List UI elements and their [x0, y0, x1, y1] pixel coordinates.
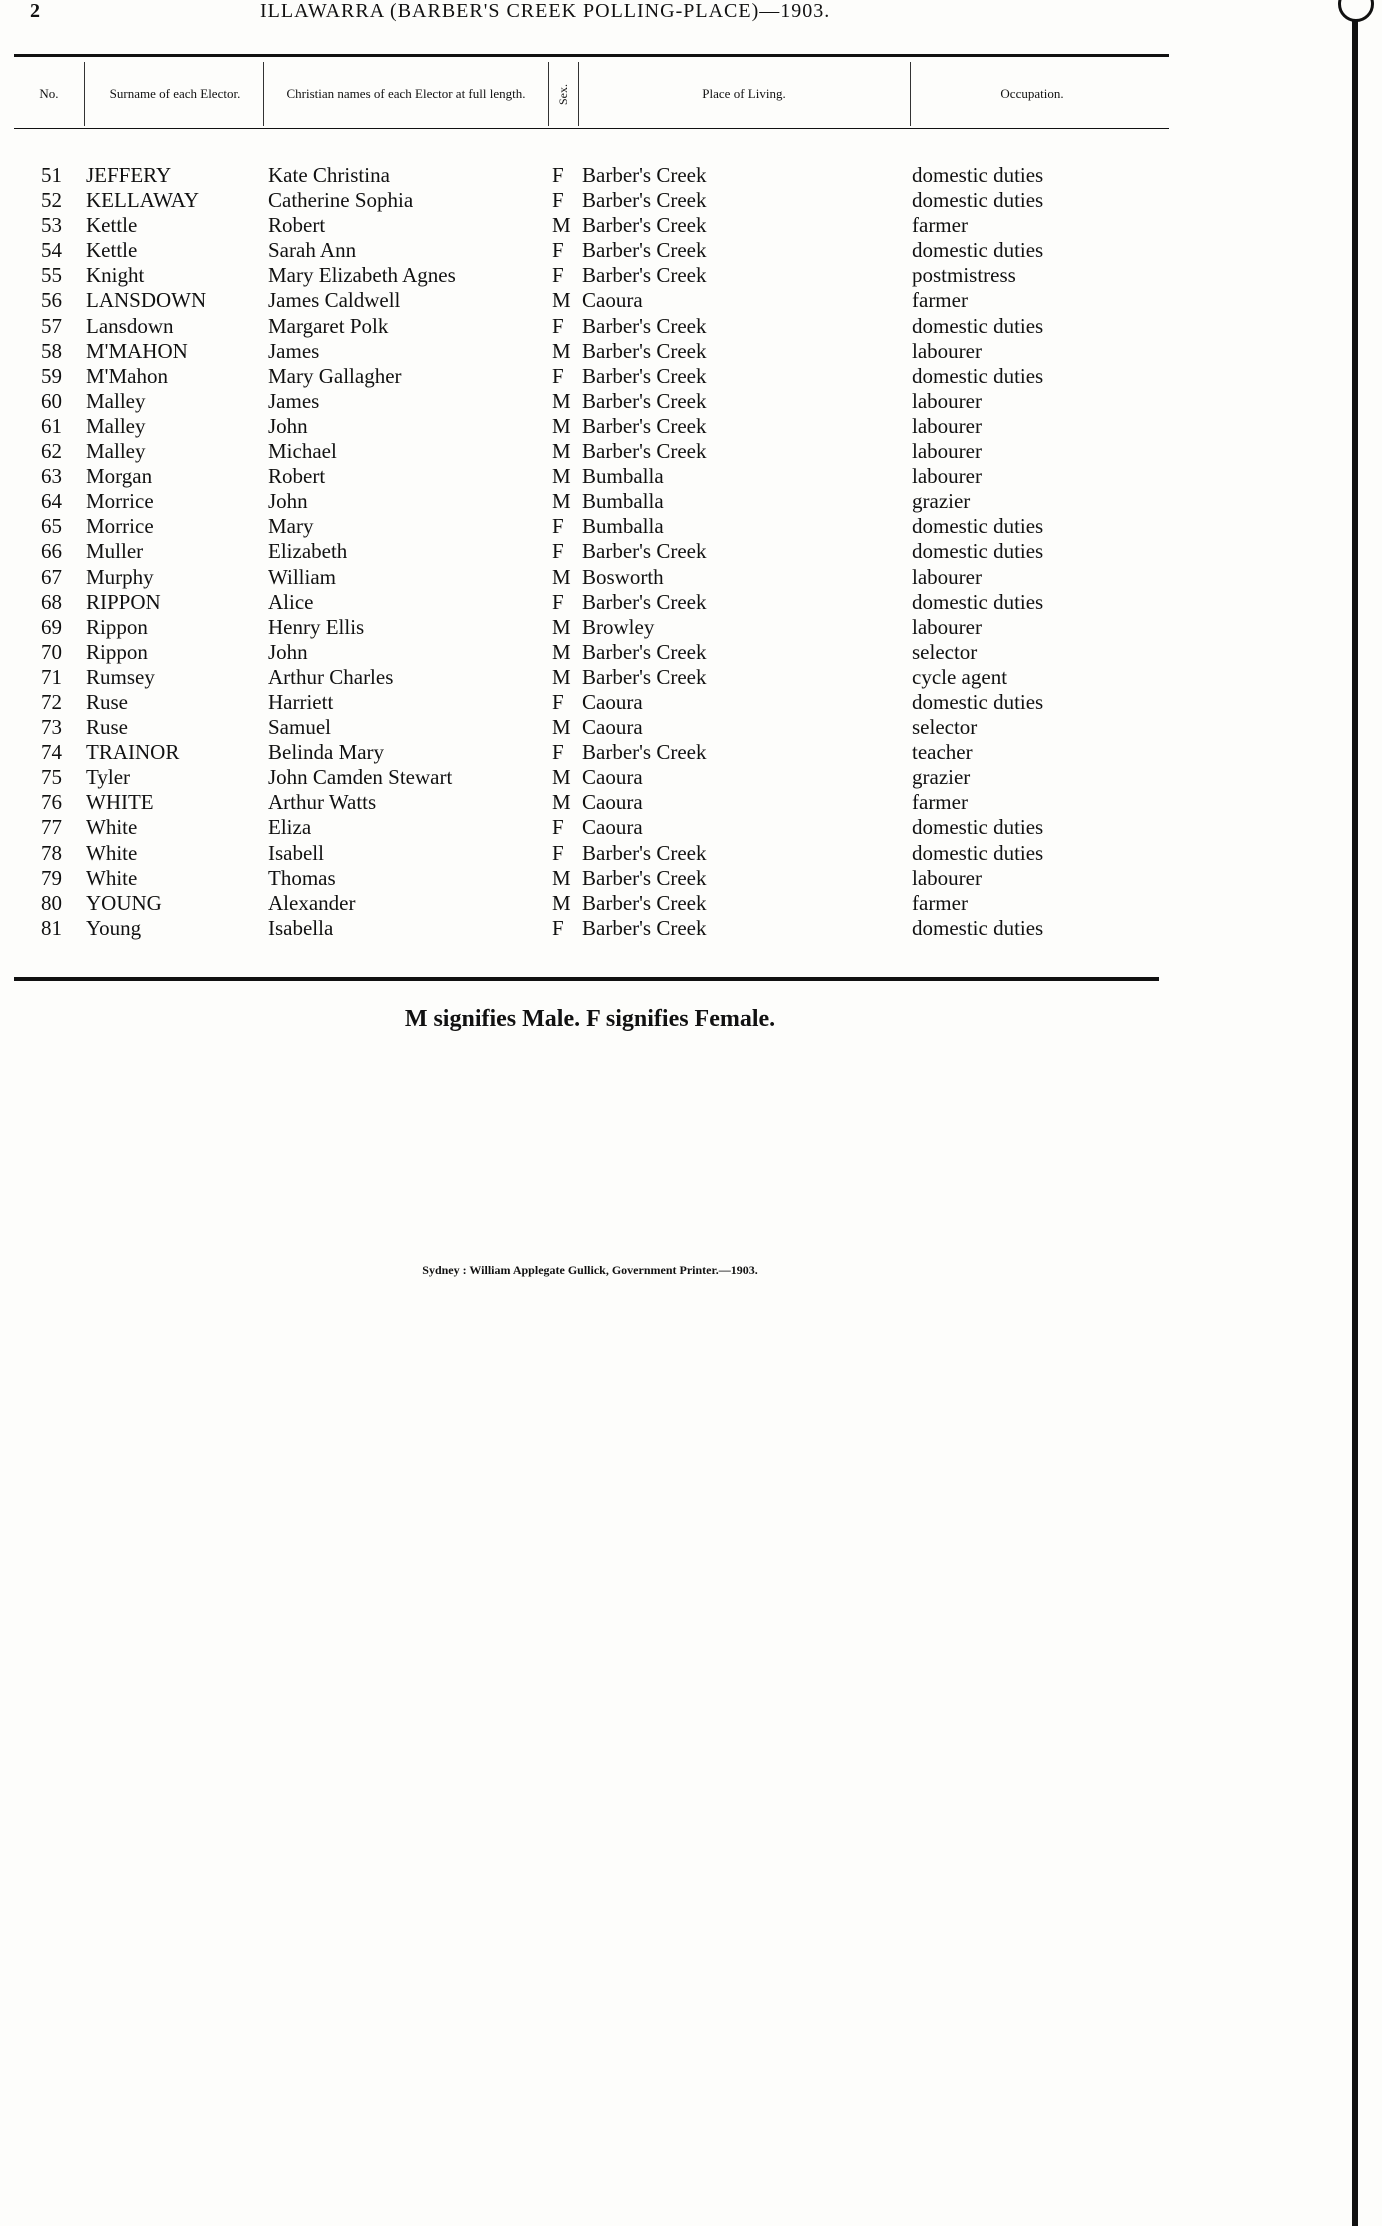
elector-christian-names: Sarah Ann	[268, 238, 357, 263]
elector-number: 68	[41, 589, 62, 614]
elector-surname: Lansdown	[86, 313, 174, 338]
column-divider	[578, 62, 579, 126]
elector-number: 63	[41, 464, 62, 489]
elector-christian-names: William	[268, 564, 336, 589]
column-divider	[84, 62, 85, 126]
elector-christian-names: Michael	[268, 439, 337, 464]
table-row	[0, 765, 1180, 790]
elector-number: 70	[41, 639, 62, 664]
elector-place-of-living: Browley	[582, 614, 655, 639]
elector-christian-names: James	[268, 388, 320, 413]
elector-number: 59	[41, 363, 62, 388]
elector-sex: M	[552, 213, 571, 238]
elector-place-of-living: Barber's Creek	[582, 664, 707, 689]
elector-occupation: selector	[912, 715, 978, 740]
elector-surname: WHITE	[86, 790, 154, 815]
elector-surname: JEFFERY	[86, 163, 172, 187]
elector-christian-names: John	[268, 489, 308, 514]
column-header-surname: Surname of each Elector.	[109, 85, 241, 101]
table-row	[0, 615, 1180, 640]
elector-christian-names: Harriett	[268, 689, 334, 714]
elector-number: 78	[41, 840, 62, 865]
elector-christian-names: James	[268, 338, 320, 363]
elector-sex: M	[552, 765, 571, 790]
elector-occupation: labourer	[912, 865, 982, 890]
elector-occupation: domestic duties	[912, 539, 1044, 564]
printer-imprint: Sydney : William Applegate Gullick, Government Printer.—1903.	[422, 1263, 758, 1277]
elector-surname: Kettle	[86, 213, 138, 238]
elector-christian-names: James Caldwell	[268, 288, 401, 313]
elector-occupation: labourer	[912, 439, 982, 464]
elector-occupation: domestic duties	[912, 840, 1044, 865]
page-title: ILLAWARRA (BARBER'S CREEK POLLING-PLACE)—1903.	[260, 0, 831, 22]
elector-number: 58	[41, 338, 62, 363]
elector-surname: Malley	[86, 413, 146, 438]
elector-sex: F	[552, 514, 564, 539]
elector-place-of-living: Barber's Creek	[582, 740, 707, 765]
elector-sex: F	[552, 840, 564, 865]
elector-sex: M	[552, 564, 571, 589]
elector-sex: M	[552, 288, 571, 313]
elector-place-of-living: Barber's Creek	[582, 890, 707, 915]
elector-surname: Rippon	[86, 639, 148, 664]
elector-sex: M	[552, 464, 571, 489]
elector-christian-names: Elizabeth	[268, 539, 348, 564]
elector-surname: White	[86, 840, 138, 865]
elector-sex: M	[552, 790, 571, 815]
table-row	[0, 640, 1180, 665]
elector-sex: M	[552, 413, 571, 438]
elector-occupation: grazier	[912, 765, 971, 790]
table-row	[0, 339, 1180, 364]
elector-sex: M	[552, 890, 571, 915]
elector-occupation: domestic duties	[912, 689, 1044, 714]
elector-number: 73	[41, 715, 62, 740]
elector-sex: F	[552, 238, 564, 263]
elector-sex: F	[552, 589, 564, 614]
elector-occupation: domestic duties	[912, 363, 1044, 388]
elector-occupation: farmer	[912, 790, 968, 815]
elector-place-of-living: Barber's Creek	[582, 388, 707, 413]
elector-sex: F	[552, 539, 564, 564]
elector-sex: F	[552, 163, 564, 187]
table-row	[0, 314, 1180, 339]
table-row	[0, 565, 1180, 590]
elector-occupation: cycle agent	[912, 664, 1008, 689]
elector-occupation: teacher	[912, 740, 973, 765]
elector-surname: Tyler	[86, 765, 131, 790]
table-row	[0, 866, 1180, 891]
elector-sex: F	[552, 689, 564, 714]
elector-occupation: domestic duties	[912, 815, 1044, 840]
elector-number: 74	[41, 740, 62, 765]
table-row	[0, 439, 1180, 464]
elector-occupation: domestic duties	[912, 514, 1044, 539]
column-header-christian-names: Christian names of each Elector at full length.	[286, 85, 526, 101]
elector-christian-names: Kate Christina	[268, 163, 390, 187]
elector-number: 64	[41, 489, 62, 514]
table-row	[0, 715, 1180, 740]
column-header-no: No.	[39, 85, 59, 101]
elector-christian-names: Alice	[268, 589, 314, 614]
elector-christian-names: John	[268, 413, 308, 438]
elector-occupation: labourer	[912, 564, 982, 589]
elector-number: 77	[41, 815, 62, 840]
column-header-occupation: Occupation.	[1000, 85, 1064, 101]
elector-sex: F	[552, 263, 564, 288]
column-divider	[263, 62, 264, 126]
column-header-sex	[548, 74, 578, 114]
elector-place-of-living: Barber's Creek	[582, 413, 707, 438]
elector-number: 71	[41, 664, 62, 689]
table-row	[0, 841, 1180, 866]
elector-number: 65	[41, 514, 62, 539]
elector-place-of-living: Caoura	[582, 288, 643, 313]
elector-occupation: domestic duties	[912, 313, 1044, 338]
elector-christian-names: John	[268, 639, 308, 664]
elector-number: 55	[41, 263, 62, 288]
elector-occupation: labourer	[912, 338, 982, 363]
elector-christian-names: Belinda Mary	[268, 740, 385, 765]
table-row	[0, 414, 1180, 439]
elector-number: 81	[41, 915, 62, 940]
elector-place-of-living: Barber's Creek	[582, 313, 707, 338]
elector-surname: Muller	[86, 539, 144, 564]
elector-occupation: domestic duties	[912, 188, 1044, 213]
elector-christian-names: Eliza	[268, 815, 312, 840]
elector-place-of-living: Barber's Creek	[582, 163, 707, 187]
elector-sex: M	[552, 338, 571, 363]
table-row	[0, 665, 1180, 690]
elector-occupation: domestic duties	[912, 163, 1044, 187]
elector-number: 62	[41, 439, 62, 464]
elector-place-of-living: Barber's Creek	[582, 263, 707, 288]
elector-surname: White	[86, 815, 138, 840]
elector-christian-names: Mary	[268, 514, 314, 539]
elector-sex: F	[552, 188, 564, 213]
elector-place-of-living: Barber's Creek	[582, 539, 707, 564]
header-bottom-rule	[14, 128, 1169, 129]
elector-surname: Morgan	[86, 464, 153, 489]
elector-surname: TRAINOR	[86, 740, 180, 765]
sex-legend: M signifies Male. F signifies Female.	[404, 1006, 776, 1032]
elector-sex: M	[552, 639, 571, 664]
elector-occupation: domestic duties	[912, 238, 1044, 263]
elector-place-of-living: Caoura	[582, 790, 643, 815]
elector-christian-names: Henry Ellis	[268, 614, 365, 639]
elector-surname: Morrice	[86, 514, 154, 539]
elector-surname: Ruse	[86, 689, 128, 714]
elector-surname: YOUNG	[86, 890, 162, 915]
elector-sex: F	[552, 740, 564, 765]
elector-occupation: farmer	[912, 288, 968, 313]
elector-place-of-living: Barber's Creek	[582, 840, 707, 865]
table-row	[0, 790, 1180, 815]
elector-sex: F	[552, 363, 564, 388]
elector-occupation: farmer	[912, 213, 968, 238]
table-row	[0, 740, 1180, 765]
elector-place-of-living: Caoura	[582, 815, 643, 840]
elector-place-of-living: Barber's Creek	[582, 589, 707, 614]
elector-christian-names: John Camden Stewart	[268, 765, 453, 790]
elector-occupation: labourer	[912, 413, 982, 438]
elector-occupation: labourer	[912, 614, 982, 639]
elector-sex: M	[552, 664, 571, 689]
elector-christian-names: Margaret Polk	[268, 313, 389, 338]
elector-occupation: postmistress	[912, 263, 1016, 288]
elector-sex: M	[552, 865, 571, 890]
table-row	[0, 815, 1180, 840]
elector-christian-names: Isabell	[268, 840, 324, 865]
table-row	[0, 464, 1180, 489]
elector-surname: Morrice	[86, 489, 154, 514]
elector-place-of-living: Barber's Creek	[582, 188, 707, 213]
elector-surname: KELLAWAY	[86, 188, 200, 213]
table-row	[0, 690, 1180, 715]
table-row	[0, 489, 1180, 514]
elector-place-of-living: Barber's Creek	[582, 238, 707, 263]
elector-sex: M	[552, 489, 571, 514]
elector-place-of-living: Barber's Creek	[582, 865, 707, 890]
elector-surname: Knight	[86, 263, 145, 288]
elector-surname: Malley	[86, 439, 146, 464]
elector-number: 60	[41, 388, 62, 413]
table-row	[0, 514, 1180, 539]
elector-surname: M'MAHON	[86, 338, 188, 363]
elector-christian-names: Robert	[268, 213, 326, 238]
elector-number: 56	[41, 288, 62, 313]
elector-place-of-living: Barber's Creek	[582, 213, 707, 238]
table-row	[0, 891, 1180, 916]
elector-number: 51	[41, 163, 62, 187]
column-divider	[910, 62, 911, 126]
elector-number: 66	[41, 539, 62, 564]
elector-occupation: labourer	[912, 388, 982, 413]
elector-sex: F	[552, 313, 564, 338]
elector-christian-names: Mary Elizabeth Agnes	[268, 263, 456, 288]
elector-christian-names: Thomas	[268, 865, 336, 890]
column-header-sex-label: Sex.	[555, 83, 570, 105]
table-row	[0, 163, 1180, 188]
elector-place-of-living: Barber's Creek	[582, 639, 707, 664]
table-top-rule	[14, 54, 1169, 57]
electors-list	[0, 163, 1180, 941]
table-row	[0, 389, 1180, 414]
elector-occupation: domestic duties	[912, 589, 1044, 614]
elector-place-of-living: Barber's Creek	[582, 338, 707, 363]
elector-place-of-living: Caoura	[582, 765, 643, 790]
elector-place-of-living: Barber's Creek	[582, 363, 707, 388]
elector-surname: RIPPON	[86, 589, 161, 614]
elector-surname: Ruse	[86, 715, 128, 740]
table-row	[0, 188, 1180, 213]
elector-number: 80	[41, 890, 62, 915]
elector-place-of-living: Bumballa	[582, 489, 664, 514]
elector-sex: F	[552, 915, 564, 940]
elector-occupation: domestic duties	[912, 915, 1044, 940]
elector-christian-names: Samuel	[268, 715, 331, 740]
elector-place-of-living: Caoura	[582, 689, 643, 714]
elector-christian-names: Isabella	[268, 915, 334, 940]
elector-sex: M	[552, 715, 571, 740]
elector-number: 75	[41, 765, 62, 790]
column-header-place: Place of Living.	[702, 85, 786, 101]
elector-place-of-living: Barber's Creek	[582, 439, 707, 464]
elector-occupation: grazier	[912, 489, 971, 514]
elector-christian-names: Arthur Watts	[268, 790, 377, 815]
elector-number: 53	[41, 213, 62, 238]
table-bottom-rule	[14, 977, 1159, 981]
elector-number: 67	[41, 564, 62, 589]
elector-surname: Kettle	[86, 238, 138, 263]
table-row	[0, 364, 1180, 389]
elector-number: 57	[41, 313, 62, 338]
elector-surname: Rippon	[86, 614, 148, 639]
elector-christian-names: Arthur Charles	[268, 664, 394, 689]
elector-christian-names: Robert	[268, 464, 326, 489]
page-number: 2	[30, 0, 40, 22]
elector-place-of-living: Bumballa	[582, 514, 664, 539]
elector-christian-names: Mary Gallagher	[268, 363, 402, 388]
elector-surname: M'Mahon	[86, 363, 168, 388]
elector-number: 69	[41, 614, 62, 639]
elector-number: 79	[41, 865, 62, 890]
elector-christian-names: Catherine Sophia	[268, 188, 414, 213]
table-row	[0, 916, 1180, 941]
table-row	[0, 263, 1180, 288]
elector-occupation: labourer	[912, 464, 982, 489]
table-row	[0, 238, 1180, 263]
elector-surname: Young	[86, 915, 142, 940]
elector-place-of-living: Bosworth	[582, 564, 664, 589]
elector-number: 52	[41, 188, 62, 213]
elector-number: 76	[41, 790, 62, 815]
elector-number: 61	[41, 413, 62, 438]
table-row	[0, 288, 1180, 313]
table-row	[0, 590, 1180, 615]
elector-sex: M	[552, 439, 571, 464]
table-row	[0, 539, 1180, 564]
elector-number: 54	[41, 238, 62, 263]
binding-ring	[1338, 0, 1374, 22]
elector-surname: LANSDOWN	[86, 288, 207, 313]
elector-christian-names: Alexander	[268, 890, 356, 915]
elector-surname: Rumsey	[86, 664, 155, 689]
table-row	[0, 213, 1180, 238]
elector-occupation: selector	[912, 639, 978, 664]
elector-occupation: farmer	[912, 890, 968, 915]
elector-sex: M	[552, 388, 571, 413]
elector-place-of-living: Barber's Creek	[582, 915, 707, 940]
elector-surname: Murphy	[86, 564, 154, 589]
elector-sex: M	[552, 614, 571, 639]
elector-surname: Malley	[86, 388, 146, 413]
elector-number: 72	[41, 689, 62, 714]
elector-place-of-living: Caoura	[582, 715, 643, 740]
page-edge-rule	[1352, 0, 1358, 2226]
elector-sex: F	[552, 815, 564, 840]
elector-place-of-living: Bumballa	[582, 464, 664, 489]
elector-surname: White	[86, 865, 138, 890]
